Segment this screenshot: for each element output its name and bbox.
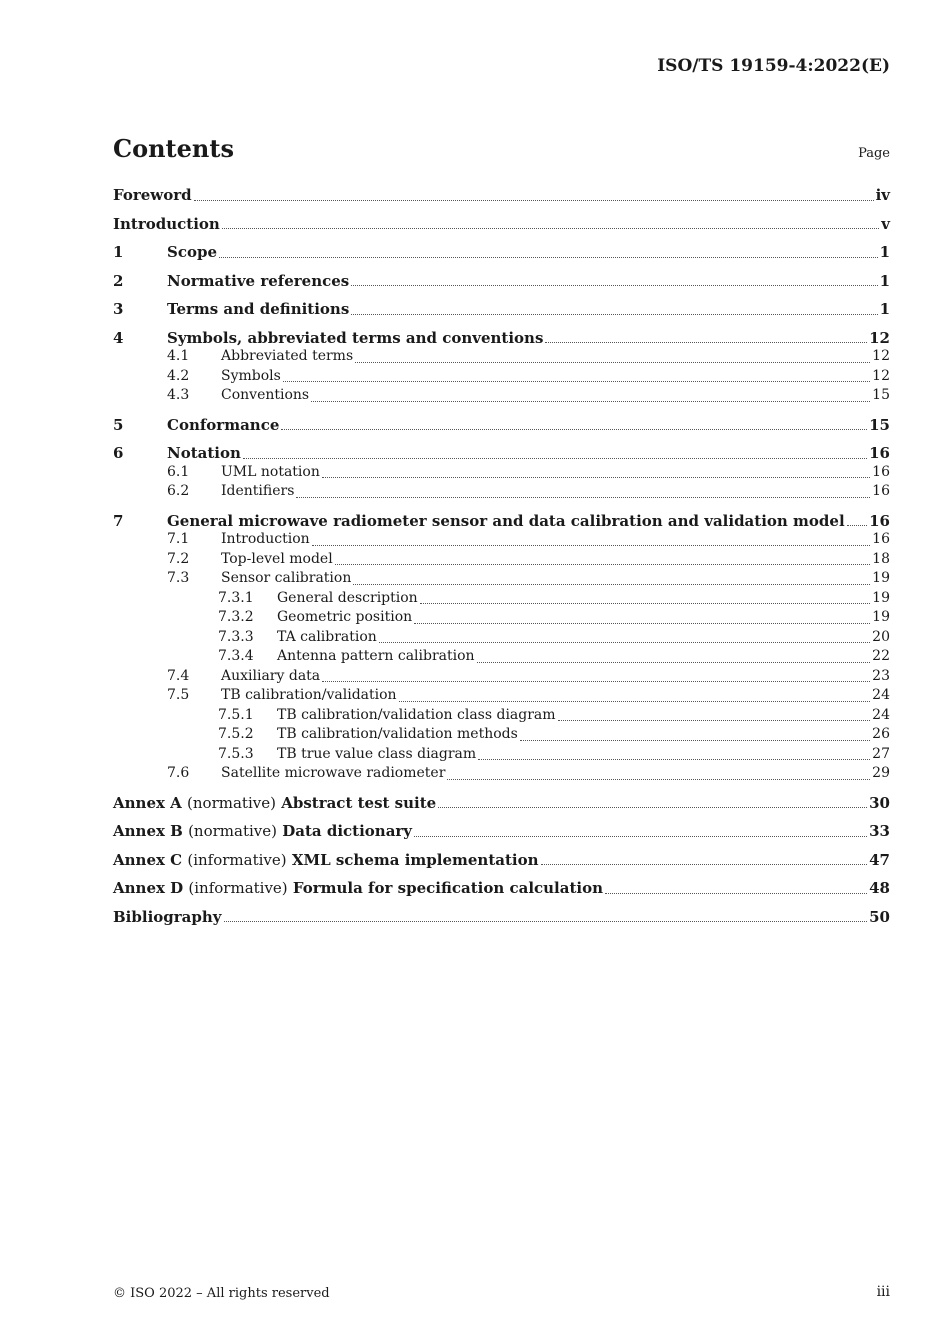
toc-entry-number: 3 <box>113 300 124 318</box>
dot-leader <box>478 759 870 760</box>
contents-heading-row <box>113 134 890 163</box>
page-column-label: Page <box>858 146 890 161</box>
toc-entry[interactable] <box>113 416 890 436</box>
dot-leader <box>414 836 867 837</box>
toc-entry-page: 1 <box>879 271 890 290</box>
toc-entry[interactable] <box>113 908 890 928</box>
toc-entry[interactable] <box>113 368 890 388</box>
dot-leader <box>545 342 867 343</box>
toc-entry-title: Introduction <box>113 214 220 233</box>
annex-label: Annex D <box>113 879 184 897</box>
toc-entry-title: Notation <box>167 444 241 462</box>
annex-title: XML schema implementation <box>291 850 539 869</box>
dot-leader <box>335 564 870 565</box>
dot-leader <box>355 362 870 363</box>
toc-entry[interactable] <box>113 590 890 610</box>
toc-entry-page: 12 <box>872 367 890 384</box>
toc-entry-title: Introduction <box>221 531 310 547</box>
toc-entry[interactable] <box>113 629 890 649</box>
toc-entry[interactable] <box>113 483 890 503</box>
toc-entry[interactable] <box>113 726 890 746</box>
dot-leader <box>322 477 870 478</box>
toc-entry-title <box>113 879 603 897</box>
toc-entry-title: General microwave radiometer sensor and data calibration and validation model <box>167 511 845 530</box>
toc-entry-number: 6 <box>113 444 124 462</box>
annex-label: Annex A <box>113 793 182 812</box>
annex-label: Annex C <box>113 850 183 869</box>
document-id: ISO/TS 19159-4:2022(E) <box>657 56 890 76</box>
toc-entry[interactable] <box>113 348 890 368</box>
toc-entry-title: TB calibration/validation class diagram <box>277 706 556 723</box>
copyright-notice: © ISO 2022 – All rights reserved <box>113 1286 330 1301</box>
toc-entry[interactable] <box>113 648 890 668</box>
toc-entry-title: TB true value class diagram <box>277 745 477 762</box>
toc-entry-number: 7.4 <box>167 667 190 684</box>
toc-entry-title: Conventions <box>221 387 310 403</box>
toc-entry-page: 24 <box>872 706 890 723</box>
toc-entry-number: 7.3.4 <box>218 648 254 664</box>
toc-entry-title: Abbreviated terms <box>221 348 354 364</box>
toc-entry-page: 48 <box>869 879 890 897</box>
dot-leader <box>558 720 871 721</box>
toc-entry[interactable] <box>113 879 890 899</box>
toc-entry[interactable] <box>113 464 890 484</box>
toc-entry-page: 12 <box>872 348 890 364</box>
annex-qualifier: (normative) <box>188 822 277 840</box>
toc-entry-title: Identifiers <box>221 483 295 499</box>
toc-entry[interactable] <box>113 444 890 464</box>
toc-entry-page: 15 <box>872 387 890 403</box>
dot-leader <box>379 642 870 643</box>
contents-title: Contents <box>113 134 234 163</box>
annex-title: Data dictionary <box>282 822 413 840</box>
dot-leader <box>296 497 870 498</box>
toc-entry[interactable] <box>113 387 890 407</box>
toc-entry[interactable] <box>113 512 890 532</box>
toc-entry[interactable] <box>113 707 890 727</box>
annex-title: Abstract test suite <box>281 793 437 812</box>
toc-entry-page: 20 <box>872 628 890 645</box>
toc-entry[interactable] <box>113 243 890 263</box>
dot-leader <box>351 285 877 286</box>
toc-entry-title: Conformance <box>167 415 280 434</box>
dot-leader <box>477 662 871 663</box>
dot-leader <box>438 807 867 808</box>
toc-entry-title <box>113 822 412 840</box>
toc-entry-page: 12 <box>869 328 890 347</box>
toc-entry-page: 47 <box>869 850 890 869</box>
toc-entry-number: 4.3 <box>167 387 190 403</box>
annex-title: Formula for specification calculation <box>292 879 604 897</box>
toc-entry[interactable] <box>113 570 890 590</box>
toc-entry-number: 7 <box>113 511 124 530</box>
toc-entry-title: TA calibration <box>277 628 377 645</box>
toc-entry[interactable] <box>113 687 890 707</box>
page-number: iii <box>876 1284 890 1300</box>
toc-entry-title: General description <box>277 589 418 606</box>
toc-entry-number: 7.3.1 <box>218 589 254 606</box>
toc-entry-number: 7.6 <box>167 765 190 781</box>
toc-entry[interactable] <box>113 668 890 688</box>
toc-entry-title: Symbols, abbreviated terms and conventions <box>167 328 544 347</box>
dot-leader <box>243 458 867 459</box>
dot-leader <box>399 701 871 702</box>
dot-leader <box>194 200 874 201</box>
toc-entry-number: 1 <box>113 243 124 261</box>
toc-entry-number: 7.5.1 <box>218 706 254 723</box>
toc-entry-title: Satellite microwave radiometer <box>221 765 446 781</box>
annex-qualifier: (informative) <box>188 879 288 897</box>
annex-qualifier: (normative) <box>187 793 276 812</box>
toc-entry-page: 50 <box>869 907 890 926</box>
toc-entry[interactable] <box>113 822 890 842</box>
toc-entry[interactable] <box>113 851 890 871</box>
dot-leader <box>605 893 867 894</box>
toc-entry-title: Antenna pattern calibration <box>277 648 475 664</box>
toc-entry[interactable] <box>113 746 890 766</box>
toc-entry-title: Scope <box>167 243 218 261</box>
dot-leader <box>224 921 868 922</box>
toc-entry-number: 6.2 <box>167 483 190 499</box>
dot-leader <box>351 314 877 315</box>
toc-entry-page: 26 <box>872 726 890 742</box>
toc-entry-title <box>113 851 539 869</box>
table-of-contents <box>113 186 890 927</box>
toc-entry-page: 16 <box>872 531 890 547</box>
toc-entry-title: Normative references <box>167 271 350 290</box>
dot-leader <box>847 525 867 526</box>
toc-entry-page: v <box>881 214 890 233</box>
toc-entry-title: Terms and definitions <box>167 300 350 318</box>
toc-entry-title: Foreword <box>113 186 192 204</box>
dot-leader <box>414 623 870 624</box>
toc-entry-page: 30 <box>869 793 890 812</box>
toc-entry[interactable] <box>113 609 890 629</box>
dot-leader <box>447 779 870 780</box>
toc-entry-page: iv <box>875 186 890 204</box>
toc-entry-number: 7.1 <box>167 531 190 547</box>
dot-leader <box>322 681 870 682</box>
toc-entry-number: 4 <box>113 328 124 347</box>
dot-leader <box>222 228 879 229</box>
toc-entry-page: 19 <box>872 570 890 586</box>
toc-entry[interactable] <box>113 300 890 320</box>
toc-entry-page: 23 <box>872 667 890 684</box>
toc-entry-title: Bibliography <box>113 907 222 926</box>
toc-entry-page: 27 <box>872 745 890 762</box>
toc-entry-number: 7.3.3 <box>218 628 254 645</box>
dot-leader <box>219 257 878 258</box>
toc-entry-number: 6.1 <box>167 463 190 480</box>
toc-entry-page: 22 <box>872 648 890 664</box>
toc-entry-number: 7.3.2 <box>218 609 254 625</box>
dot-leader <box>312 545 871 546</box>
dot-leader <box>311 401 870 402</box>
toc-entry-page: 29 <box>872 765 890 781</box>
dot-leader <box>541 864 868 865</box>
toc-entry-title <box>113 794 436 812</box>
toc-entry-page: 16 <box>872 463 890 480</box>
toc-entry-page: 18 <box>872 550 890 567</box>
toc-entry[interactable] <box>113 329 890 349</box>
toc-entry-title: Auxiliary data <box>221 667 321 684</box>
toc-entry-page: 16 <box>869 444 890 462</box>
toc-entry-title: TB calibration/validation <box>221 687 397 703</box>
toc-entry-page: 19 <box>872 609 890 625</box>
toc-entry-title: Sensor calibration <box>221 570 352 586</box>
toc-entry[interactable] <box>113 765 890 785</box>
toc-entry-number: 5 <box>113 415 124 434</box>
toc-entry-number: 4.1 <box>167 348 190 364</box>
toc-entry-title: TB calibration/validation methods <box>277 726 518 742</box>
dot-leader <box>520 740 870 741</box>
toc-entry-page: 19 <box>872 589 890 606</box>
toc-entry-number: 7.5 <box>167 687 190 703</box>
toc-entry-title: Symbols <box>221 367 281 384</box>
toc-entry-page: 24 <box>872 687 890 703</box>
toc-entry-title: UML notation <box>221 463 320 480</box>
toc-entry-number: 7.3 <box>167 570 190 586</box>
dot-leader <box>353 584 870 585</box>
toc-entry[interactable] <box>113 531 890 551</box>
toc-entry-number: 7.2 <box>167 550 190 567</box>
toc-entry-number: 7.5.3 <box>218 745 254 762</box>
toc-entry-title: Geometric position <box>277 609 413 625</box>
toc-entry-page: 1 <box>879 243 890 261</box>
dot-leader <box>283 381 870 382</box>
dot-leader <box>420 603 870 604</box>
toc-entry[interactable] <box>113 551 890 571</box>
annex-label: Annex B <box>113 822 183 840</box>
toc-entry[interactable] <box>113 215 890 235</box>
dot-leader <box>281 429 867 430</box>
toc-entry-number: 7.5.2 <box>218 726 254 742</box>
toc-entry-page: 15 <box>869 415 890 434</box>
annex-qualifier: (informative) <box>187 850 287 869</box>
toc-entry-number: 4.2 <box>167 367 190 384</box>
toc-entry-number: 2 <box>113 271 124 290</box>
toc-entry[interactable] <box>113 794 890 814</box>
toc-entry-page: 1 <box>879 300 890 318</box>
toc-entry[interactable] <box>113 186 890 206</box>
toc-entry[interactable] <box>113 272 890 292</box>
toc-entry-page: 16 <box>869 511 890 530</box>
toc-entry-title: Top-level model <box>221 550 333 567</box>
toc-entry-page: 16 <box>872 483 890 499</box>
toc-entry-page: 33 <box>869 822 890 840</box>
